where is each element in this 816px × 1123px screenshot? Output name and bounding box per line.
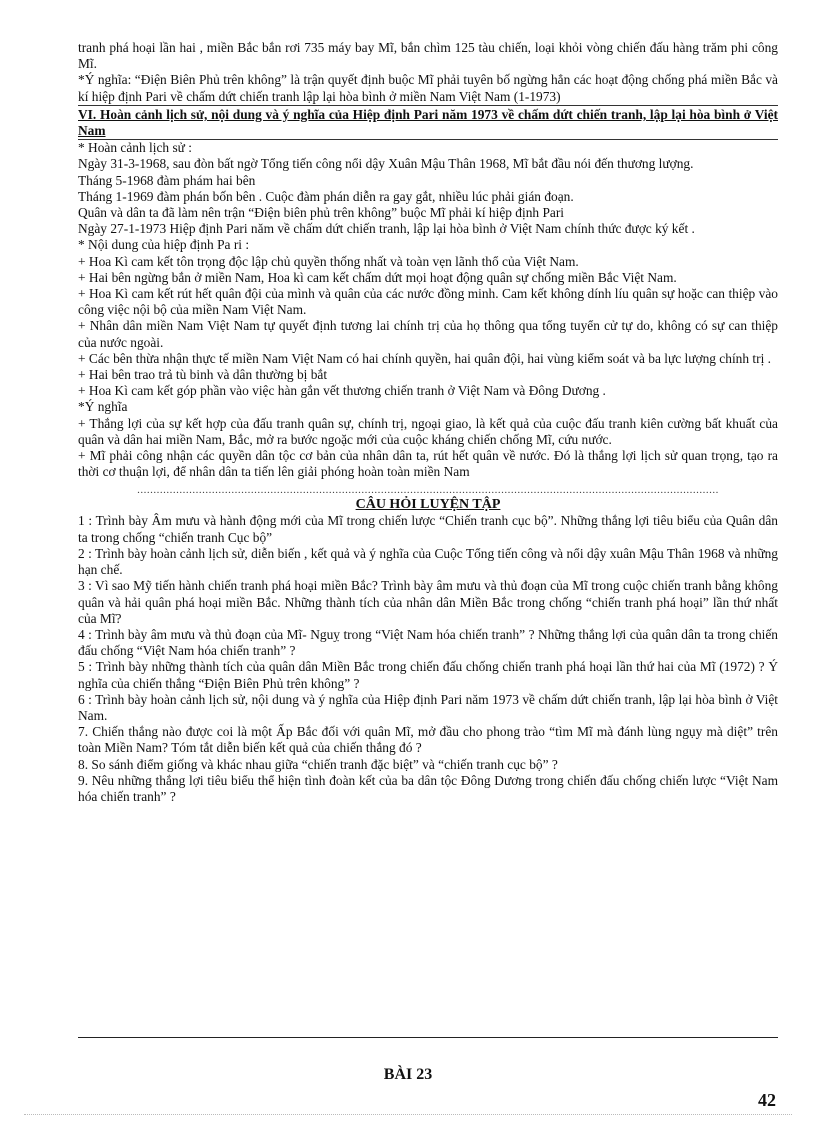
body-line: Tháng 1-1969 đàm phán bốn bên . Cuộc đàm phán diễn ra gay gắt, nhiều lúc phải gián đoạn. [78, 188, 574, 204]
dotted-separator: ................................................................................................................................................................................... [137, 484, 719, 497]
body-line: + Hai bên ngừng bắn ở miền Nam, Hoa kì cam kết chấm dứt mọi hoạt động quân sự chống miền Bắc Việt Nam. [78, 269, 677, 285]
body-line: *Ý nghĩa [78, 399, 128, 415]
body-line: + Thắng lợi của sự kết hợp của đấu tranh quân sự, chính trị, ngoại giao, là kết quả của cuộc đấu tranh kiên cường bất khuất của quân và dân hai miền Nam, Bắc, mở ra bước ngoặc mới của cuộc kháng chiến chống Mĩ, cứu nước. [78, 415, 778, 447]
intro-paragraph: *Ý nghĩa: “Điện Biên Phủ trên không” là trận quyết định buộc Mĩ phải tuyên bố ngừng hẳn các hoạt động chống phá miền Bắc và kí hiệp định Pari về chấm dứt chiến tranh lập lại hòa bình ở miền Nam Việt Nam (1-1973) [78, 72, 778, 104]
body-line: + Nhân dân miền Nam Việt Nam tự quyết định tương lai chính trị của họ thông qua tổng tuyển cử tự do, không có sự can thiệp của nước ngoài. [78, 318, 778, 350]
body-line: + Mĩ phải công nhận các quyền dân tộc cơ bản của nhân dân ta, rút hết quân về nước. Đó là thắng lợi lịch sử quan trọng, tạo ra thời cơ thuận lợi, để nhân dân ta tiến lên giải phóng hoàn toàn miền Nam [78, 448, 778, 480]
body-line: + Các bên thừa nhận thực tế miền Nam Việt Nam có hai chính quyền, hai quân đội, hai vùng kiểm soát và ba lực lượng chính trị . [78, 350, 772, 366]
footer-rule [78, 1037, 778, 1038]
questions-title: CÂU HỎI LUYỆN TẬP [355, 497, 501, 513]
body-line: * Hoàn cảnh lịch sử : [78, 140, 192, 156]
question-item: 3 : Vì sao Mỹ tiến hành chiến tranh phá hoại miền Bắc? Trình bày âm mưu và thủ đoạn của Mĩ trong cuộc chiến tranh bằng không quân và hải quân phá hoại miền Bắc. Những thành tích của nhân dân Miền Bắc trong chống “chiến tranh phá hoại” lần thứ nhất của Mĩ? [78, 578, 778, 626]
question-item: 6 : Trình bày hoàn cảnh lịch sử, nội dung và ý nghĩa của Hiệp định Pari năm 1973 về chấm dứt chiến tranh, lập lại hòa bình ở Việt Nam. [78, 691, 778, 723]
question-item: 7. Chiến thắng nào được coi là một Ấp Bắc đối với quân Mĩ, mở đầu cho phong trào “tìm Mĩ mà đánh lùng ngụy mà diệt” trên toàn Miền Nam? Tóm tắt diễn biến kết quả của chiến thắng đó ? [78, 724, 778, 756]
body-line: + Hoa Kì cam kết tôn trọng độc lập chủ quyền thống nhất và toàn vẹn lãnh thổ của Việt Nam. [78, 253, 579, 269]
body-line: Ngày 27-1-1973 Hiệp định Pari năm về chấm dứt chiến tranh, lập lại hòa bình ở Việt Nam chính thức được ký kết . [78, 221, 695, 237]
question-item: 9. Nêu những thắng lợi tiêu biểu thể hiện tình đoàn kết của ba dân tộc Đông Dương trong chiến đấu chống chiến lược “Việt Nam hóa chiến tranh” ? [78, 772, 778, 804]
question-item: 5 : Trình bày những thành tích của quân dân Miền Bắc trong chiến đấu chống chiến tranh phá hoại lần thứ hai của Mĩ (1972) ? Ý nghĩa của chiến thắng “Điện Biên Phủ trên không” ? [78, 659, 778, 691]
document-page [78, 40, 778, 805]
section-heading: VI. Hoàn cảnh lịch sử, nội dung và ý nghĩa của Hiệp định Pari năm 1973 về chấm dứt chiến tranh, lập lại hòa bình ở Việt Nam [78, 105, 778, 140]
body-line: Tháng 5-1968 đàm phám hai bên [78, 172, 256, 188]
body-line: * Nội dung của hiệp định Pa ri : [78, 237, 250, 253]
lesson-title: BÀI 23 [383, 1066, 433, 1083]
question-item: 1 : Trình bày Âm mưu và hành động mới của Mĩ trong chiến lược “Chiến tranh cục bộ”. Những thắng lợi tiêu biểu của Quân dân ta trong chống “chiến tranh Cục bộ” [78, 513, 778, 545]
footer-dotted-border [24, 1114, 792, 1115]
body-line: Ngày 31-3-1968, sau đòn bất ngờ Tổng tiến công nổi dậy Xuân Mậu Thân 1968, Mĩ bắt đầu nói đến thương lượng. [78, 156, 694, 172]
question-item: 8. So sánh điểm giống và khác nhau giữa “chiến tranh đặc biệt” và “chiến tranh cục bộ” ? [78, 756, 558, 772]
body-line: + Hoa Kì cam kết góp phần vào việc hàn gắn vết thương chiến tranh ở Việt Nam và Đông Dương . [78, 383, 606, 399]
body-line: Quân và dân ta đã làm nên trận “Điện biên phủ trên không” buộc Mĩ phải kí hiệp định Pari [78, 205, 565, 221]
question-item: 4 : Trình bày âm mưu và thủ đoạn của Mĩ- Nguỵ trong “Việt Nam hóa chiến tranh” ? Những thắng lợi của quân dân ta trong chiến đấu chống “Việt Nam hóa chiến tranh” ? [78, 626, 778, 659]
body-line: + Hoa Kì cam kết rút hết quân đội của mình và quân của các nước đồng minh. Cam kết không dính líu quân sự hoặc can thiệp vào công việc nội bộ của miền Nam Việt Nam. [78, 286, 778, 318]
question-item: 2 : Trình bày hoàn cảnh lịch sử, diễn biến , kết quả và ý nghĩa của Cuộc Tổng tiến công và nổi dậy xuân Mậu Thân 1968 và những hạn chế. [78, 545, 778, 578]
body-line: + Hai bên trao trả tù binh và dân thường bị bắt [78, 367, 328, 383]
intro-paragraph: tranh phá hoại lần hai , miền Bắc bắn rơi 735 máy bay Mĩ, bắn chìm 125 tàu chiến, loại khỏi vòng chiến đấu hàng trăm phi công Mĩ. [78, 40, 778, 72]
page-number: 42 [758, 1090, 776, 1110]
